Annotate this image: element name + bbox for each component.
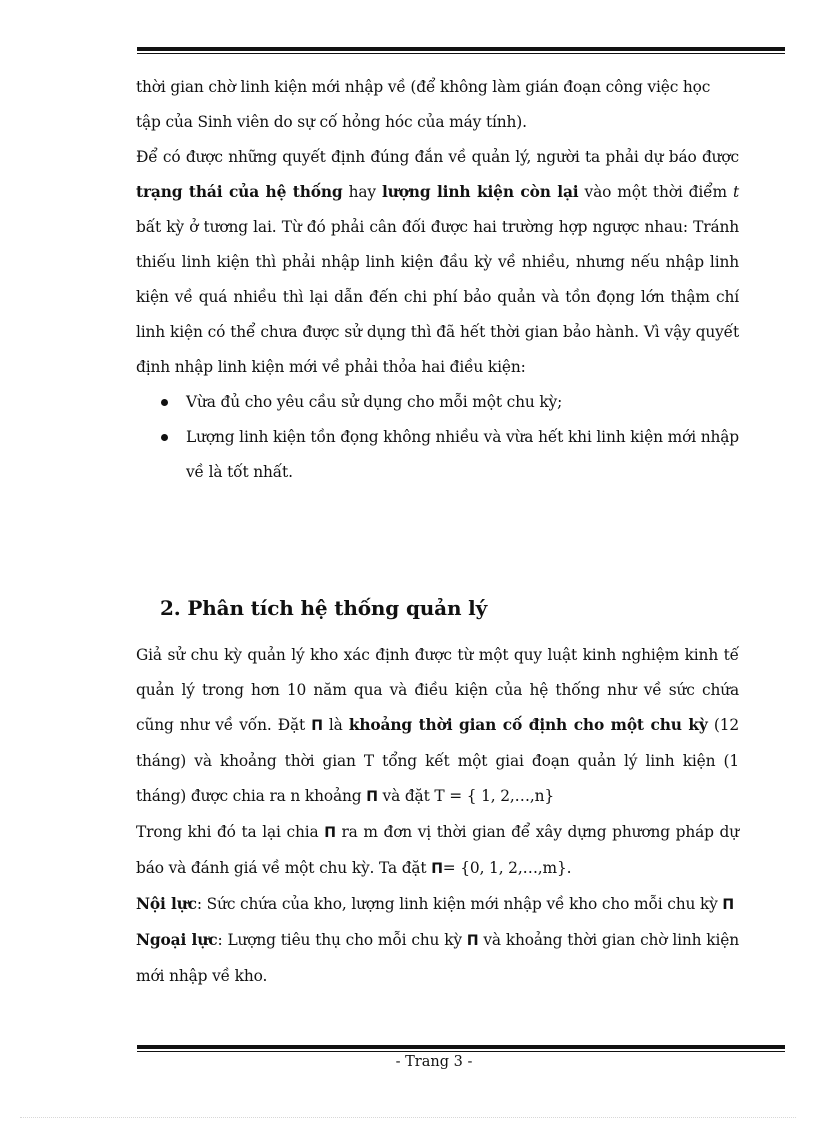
page-content — [136, 70, 739, 994]
condition-list — [136, 385, 739, 490]
pi-symbol: Π — [722, 897, 734, 913]
bold-fixed-cycle: khoảng thời gian cố định cho một chu kỳ — [348, 716, 708, 734]
bullet-icon — [161, 434, 168, 441]
italic-t: t — [732, 183, 739, 201]
pi-symbol: Π — [311, 718, 323, 734]
pi-symbol: Π — [324, 825, 336, 841]
footer-rule — [137, 1045, 785, 1052]
header-rule — [137, 47, 785, 54]
pi-symbol: Π — [366, 789, 378, 805]
external-force-paragraph: Ngoại lực: Lượng tiêu thụ cho mỗi chu kỳ Π và khoảng thời gian chờ linh kiện mới nhập về kho. — [136, 931, 739, 985]
pi-symbol: Π — [466, 933, 479, 949]
bold-system-state: trạng thái của hệ thống — [136, 183, 343, 201]
label-external-force: Ngoại lực — [136, 931, 218, 949]
label-internal-force: Nội lực — [136, 895, 197, 913]
page-bottom-border — [20, 1117, 796, 1118]
bullet-icon — [161, 399, 168, 406]
intro-paragraph: thời gian chờ linh kiện mới nhập về (để không làm gián đoạn công việc học tập của Sinh viên do sự cố hỏng hóc của máy tính). — [136, 78, 711, 131]
internal-force-paragraph: Nội lực: Sức chứa của kho, lượng linh kiện mới nhập về kho cho mỗi chu kỳ Π — [136, 895, 734, 913]
division-paragraph: Trong khi đó ta lại chia Π ra m đơn vị thời gian để xây dựng phương pháp dự báo và đánh giá về một chu kỳ. Ta đặt Π= {0, 1, 2,…,m}. — [136, 823, 739, 877]
section-heading: 2. Phân tích hệ thống quản lý — [160, 596, 488, 620]
forecast-paragraph: Để có được những quyết định đúng đắn về quản lý, người ta phải dự báo được trạng thái của hệ thống hay lượng linh kiện còn lại vào một thời điểm t bất kỳ ở tương lai. Từ đó phải cân đối được hai trường hợp ngược nhau: Tránh thiếu linh kiện thì phải nhập linh kiện đầu kỳ về nhiều, nhưng nếu nhập linh kiện về quá nhiều thì lại dẫn đến chi phí bảo quản và tồn đọng lớn thậm chí linh kiện có thể chưa được sử dụng thì đã hết thời gian bảo hành. Vì vậy quyết định nhập linh kiện mới về phải thỏa hai điều kiện: — [136, 148, 739, 376]
page-number: - Trang 3 - — [395, 1054, 473, 1070]
bold-remaining-components: lượng linh kiện còn lại — [381, 183, 579, 201]
pi-symbol: Π — [431, 861, 443, 877]
cycle-paragraph: Giả sử chu kỳ quản lý kho xác định được từ một quy luật kinh nghiệm kinh tế quản lý trong hơn 10 năm qua và điều kiện của hệ thống như về sức chứa cũng như về vốn. Đặt Π là khoảng thời gian cố định cho một chu kỳ (12 tháng) và khoảng thời gian T tổng kết một giai đoạn quản lý linh kiện (1 tháng) được chia ra n khoảng Π và đặt T = { 1, 2,…,n} — [136, 646, 739, 805]
list-item: Lượng linh kiện tồn đọng không nhiều và vừa hết khi linh kiện mới nhập về là tốt nhất. — [136, 420, 739, 490]
list-item: Vừa đủ cho yêu cầu sử dụng cho mỗi một chu kỳ; — [136, 385, 739, 420]
